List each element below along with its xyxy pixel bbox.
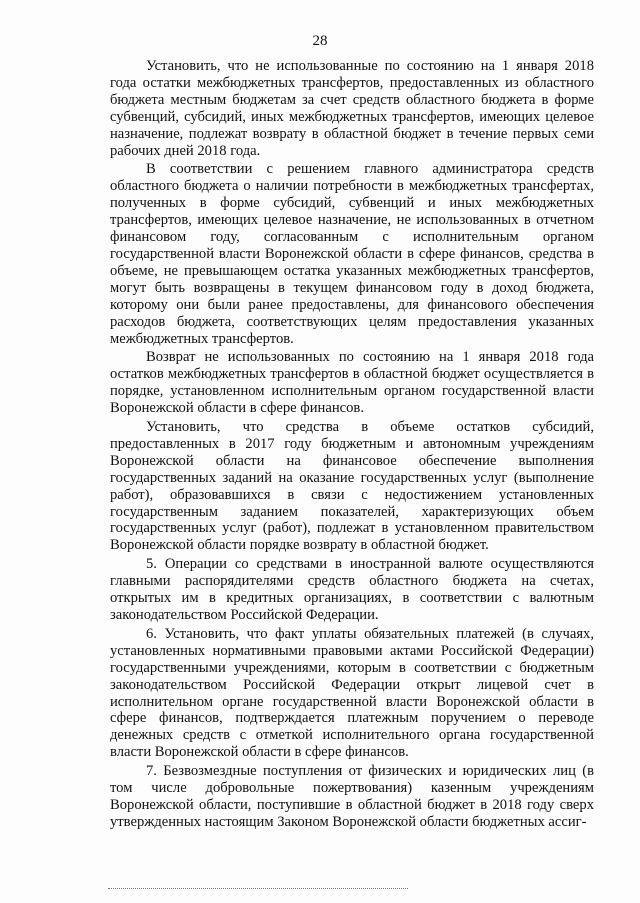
document-body xyxy=(110,58,594,833)
footer-dotted-line xyxy=(108,888,408,890)
paragraph-item-5-foreign-currency: 5. Операции со средствами в иностранной валюте осуществляются главными распорядителями средств областного бюджета на счетах, открытых им в кредитных организациях, в соответствии с валютным законодательством Российской Федерации. xyxy=(110,556,594,623)
paragraph-administrator-decision: В соответствии с решением главного администратора средств областного бюджета о наличии потребности в межбюджетных трансфертах, полученных в форме субсидий, субвенций и иных межбюджетных трансфертов, имеющих целевое назначение, не использованных в отчетном финансовом году, согласованным с исполнительным органом государственной власти Воронежской области в сфере финансов, средства в объеме, не превышающем остатка указанных межбюджетных трансфертов, могут быть возвращены в текущем финансовом году в доход бюджета, которому они были ранее предоставлены, для финансового обеспечения расходов бюджета, соответствующих целям предоставления указанных межбюджетных трансфертов. xyxy=(110,161,594,347)
paragraph-remaining-transfers-return: Установить, что не использованные по состоянию на 1 января 2018 года остатки межбюджетных трансфертов, предоставленных из областного бюджета местным бюджетам за счет средств областного бюджета в форме субвенций, субсидий, иных межбюджетных трансфертов, имеющих целевое назначение, подлежат возврату в областной бюджет в течение первых семи рабочих дней 2018 года. xyxy=(110,58,594,159)
paragraph-subsidy-remainders: Установить, что средства в объеме остатков субсидий, предоставленных в 2017 году бюджетным и автономным учреждениям Воронежской области на финансовое обеспечение выполнения государственных заданий на оказание государственных услуг (выполнение работ), образовавшихся в связи с недостижением установленных государственным заданием показателей, характеризующих объем государственных услуг (работ), подлежат в установленном правительством Воронежской области порядке возврату в областной бюджет. xyxy=(110,419,594,554)
paragraph-item-6-mandatory-payments: 6. Установить, что факт уплаты обязательных платежей (в случаях, установленных нормативными правовыми актами Российской Федерации) государственными учреждениями, которым в соответствии с бюджетным законодательством Российской Федерации открыт лицевой счет в исполнительном органе государственной власти Воронежской области в сфере финансов, подтверждается платежным поручением о переводе денежных средств с отметкой исполнительного органа государственной власти Воронежской области в сфере финансов. xyxy=(110,625,594,761)
paragraph-item-7-donations: 7. Безвозмездные поступления от физических и юридических лиц (в том числе добровольные пожертвования) казенным учреждениям Воронежской области, поступившие в областной бюджет в 2018 году сверх утвержденных настоящим Законом Воронежской области бюджетных ассиг- xyxy=(110,763,594,830)
page-number: 28 xyxy=(312,33,328,49)
paragraph-return-procedure: Возврат не использованных по состоянию на 1 января 2018 года остатков межбюджетных трансфертов в областной бюджет осуществляется в порядке, установленном исполнительным органом государственной власти Воронежской области в сфере финансов. xyxy=(110,349,594,417)
